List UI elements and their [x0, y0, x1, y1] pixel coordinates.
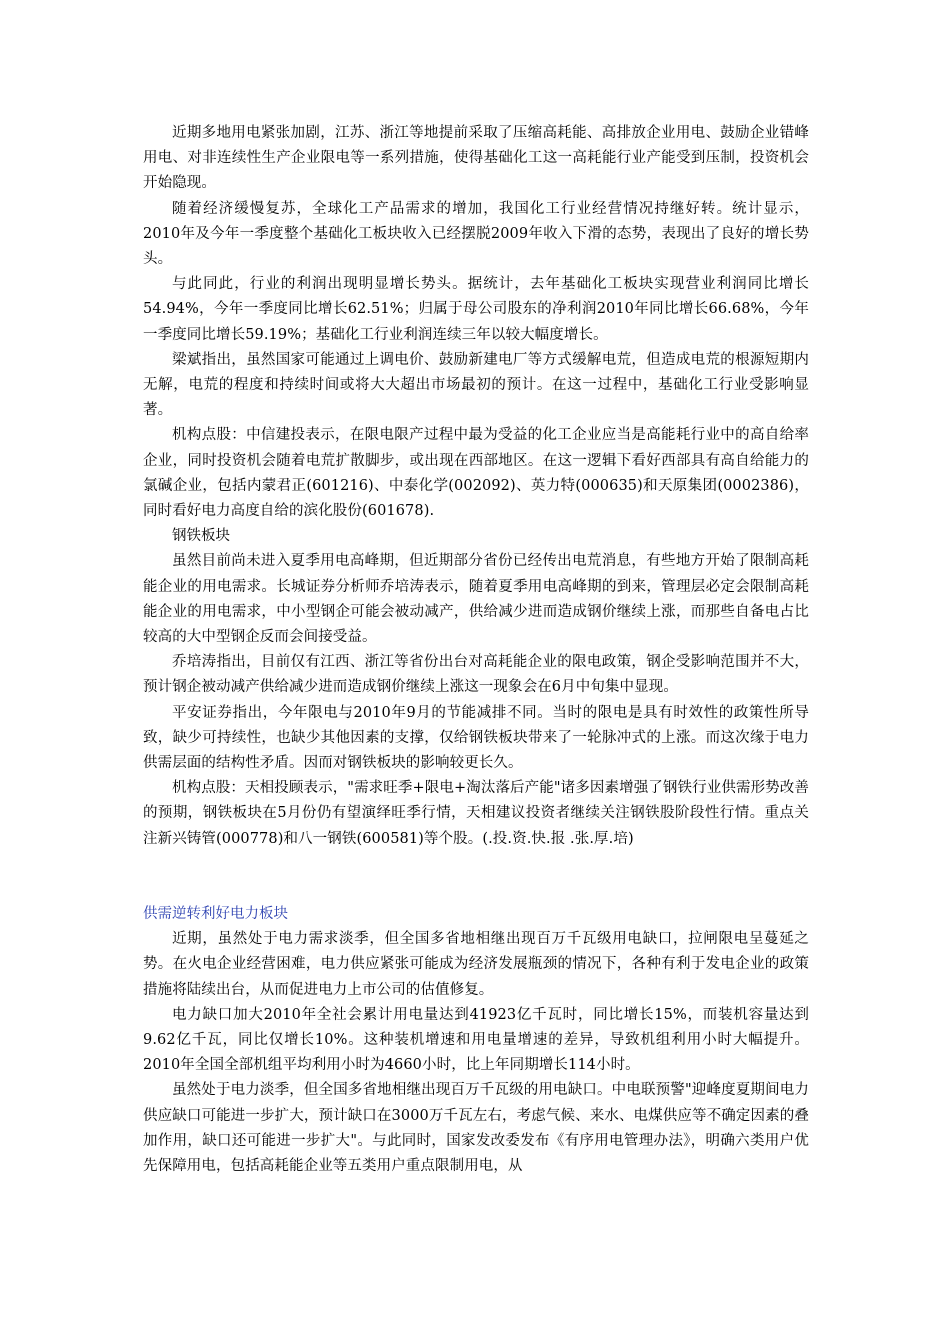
section-spacer — [143, 852, 809, 902]
paragraph-chemical-3: 与此同此，行业的利润出现明显增长势头。据统计，去年基础化工板块实现营业利润同比增长54.94%，今年一季度同比增长62.51%；归属于母公司股东的净利润2010年同比增长66.68%，今年一季度同比增长59.19%；基础化工行业利润连续三年以较大幅度增长。 — [143, 276, 809, 343]
section-heading-power-link[interactable]: 供需逆转利好电力板块 — [143, 905, 288, 922]
document-body — [143, 121, 809, 1179]
paragraph-steel-2: 乔培涛指出，目前仅有江西、浙江等省份出台对高耗能企业的限电政策，钢企受影响范围并不大，预计钢企被动减产供给减少进而造成钢价继续上涨这一现象会在6月中旬集中显现。 — [143, 654, 809, 696]
paragraph-power-1: 近期，虽然处于电力需求淡季，但全国多省地相继出现百万千瓦级用电缺口，拉闸限电呈蔓延之势。在火电企业经营困难，电力供应紧张可能成为经济发展瓶颈的情况下，各种有利于发电企业的政策措施将陆续出台，从而促进电力上市公司的估值修复。 — [143, 931, 809, 998]
section-heading-steel: 钢铁板块 — [172, 528, 230, 545]
paragraph-chemical-1: 近期多地用电紧张加剧，江苏、浙江等地提前采取了压缩高耗能、高排放企业用电、鼓励企业错峰用电、对非连续性生产企业限电等一系列措施，使得基础化工这一高耗能行业产能受到压制，投资机会开始隐现。 — [143, 125, 809, 192]
paragraph-chemical-2: 随着经济缓慢复苏，全球化工产品需求的增加，我国化工行业经营情况持继好转。统计显示， 2010年及今年一季度整个基础化工板块收入已经摆脱2009年收入下滑的态势，表现出了良好的增长势头。 — [143, 200, 809, 268]
paragraph-power-2: 电力缺口加大2010年全社会累计用电量达到41923亿千瓦时，同比增长15%，而装机容量达到9.62亿千瓦，同比仅增长10%。这种装机增速和用电量增速的差异，导致机组利用小时大幅提升。2010年全国全部机组平均利用小时为4660小时，比上年同期增长114小时。 — [143, 1006, 809, 1074]
paragraph-steel-4: 机构点股：天相投顾表示，"需求旺季+限电+淘汰落后产能"诸多因素增强了钢铁行业供需形势改善的预期，钢铁板块在5月份仍有望演绎旺季行情，天相建议投资者继续关注钢铁股阶段性行情。重点关注新兴铸管(000778)和八一钢铁(600581)等个股。(.投.资.快.报 .张.厚.培) — [143, 780, 809, 847]
paragraph-chemical-4: 梁斌指出，虽然国家可能通过上调电价、鼓励新建电厂等方式缓解电荒，但造成电荒的根源短期内无解，电荒的程度和持续时间或将大大超出市场最初的预计。在这一过程中，基础化工行业受影响显著。 — [143, 351, 809, 419]
paragraph-steel-1: 虽然目前尚未进入夏季用电高峰期，但近期部分省份已经传出电荒消息，有些地方开始了限制高耗能企业的用电需求。长城证券分析师乔培涛表示，随着夏季用电高峰期的到来，管理层必定会限制高耗能企业的用电需求，中小型钢企可能会被动减产，供给减少进而造成钢价继续上涨，而那些自备电占比较高的大中型钢企反而会间接受益。 — [143, 553, 809, 646]
paragraph-steel-3: 平安证券指出，今年限电与2010年9月的节能减排不同。当时的限电是具有时效性的政策性所导致，缺少可持续性，也缺少其他因素的支撑，仅给钢铁板块带来了一轮脉冲式的上涨。而这次缘于电力供需层面的结构性矛盾。因而对钢铁板块的影响较更长久。 — [143, 704, 809, 772]
paragraph-power-3: 虽然处于电力淡季，但全国多省地相继出现百万千瓦级的用电缺口。中电联预警"迎峰度夏期间电力供应缺口可能进一步扩大，预计缺口在3000万千瓦左右，考虑气候、来水、电煤供应等不确定因素的叠加作用，缺口还可能进一步扩大"。与此同时，国家发改委发布《有序用电管理办法》，明确六类用户优先保障用电，包括高耗能企业等五类用户重点限制用电，从 — [143, 1082, 809, 1174]
paragraph-chemical-5: 机构点股：中信建投表示，在限电限产过程中最为受益的化工企业应当是高能耗行业中的高自给率企业，同时投资机会随着电荒扩散脚步，或出现在西部地区。在这一逻辑下看好西部具有高自给能力的氯碱企业，包括内蒙君正(601216)、中泰化学(002092)、英力特(000635)和天原集团(0002386)，同时看好电力高度自给的滨化股份(601678). — [143, 427, 809, 520]
